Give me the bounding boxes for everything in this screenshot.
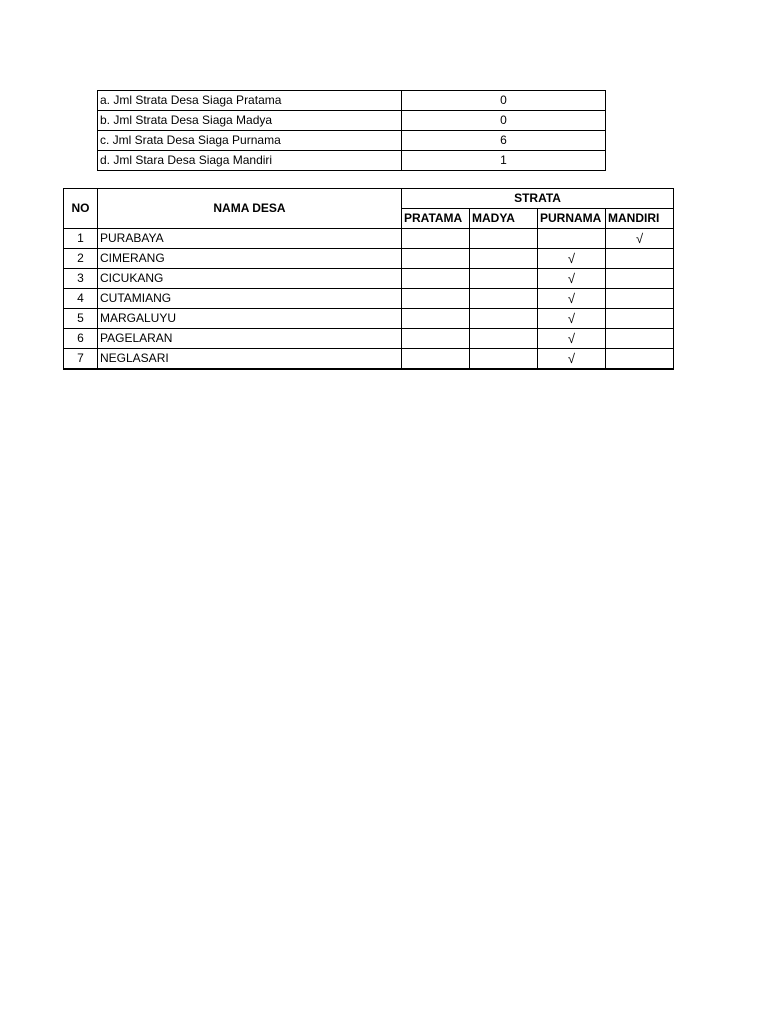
row-nama-desa: MARGALUYU bbox=[98, 309, 402, 329]
header-strata: STRATA bbox=[402, 189, 674, 209]
cell-mandiri: √ bbox=[606, 229, 674, 249]
table-row bbox=[64, 269, 674, 289]
cell-pratama bbox=[402, 309, 470, 329]
row-nama-desa: PAGELARAN bbox=[98, 329, 402, 349]
cell-pratama bbox=[402, 329, 470, 349]
header-no: NO bbox=[64, 189, 98, 229]
summary-label: d. Jml Stara Desa Siaga Mandiri bbox=[98, 151, 402, 171]
row-nama-desa: CICUKANG bbox=[98, 269, 402, 289]
cell-pratama bbox=[402, 289, 470, 309]
row-nama-desa: PURABAYA bbox=[98, 229, 402, 249]
header-nama-desa: NAMA DESA bbox=[98, 189, 402, 229]
cell-mandiri bbox=[606, 329, 674, 349]
row-nama-desa: CIMERANG bbox=[98, 249, 402, 269]
summary-row bbox=[98, 131, 606, 151]
cell-purnama: √ bbox=[538, 349, 606, 370]
cell-mandiri bbox=[606, 289, 674, 309]
cell-purnama: √ bbox=[538, 289, 606, 309]
cell-purnama: √ bbox=[538, 269, 606, 289]
cell-madya bbox=[470, 289, 538, 309]
cell-mandiri bbox=[606, 249, 674, 269]
row-no: 4 bbox=[64, 289, 98, 309]
table-row bbox=[64, 329, 674, 349]
table-row bbox=[64, 289, 674, 309]
row-no: 1 bbox=[64, 229, 98, 249]
header-purnama: PURNAMA bbox=[538, 209, 606, 229]
summary-table bbox=[97, 90, 606, 171]
cell-pratama bbox=[402, 349, 470, 370]
row-no: 3 bbox=[64, 269, 98, 289]
table-row bbox=[64, 349, 674, 370]
header-row bbox=[64, 189, 674, 209]
cell-pratama bbox=[402, 269, 470, 289]
row-nama-desa: NEGLASARI bbox=[98, 349, 402, 370]
summary-label: b. Jml Strata Desa Siaga Madya bbox=[98, 111, 402, 131]
cell-purnama: √ bbox=[538, 309, 606, 329]
summary-label: c. Jml Srata Desa Siaga Purnama bbox=[98, 131, 402, 151]
cell-purnama bbox=[538, 229, 606, 249]
table-row bbox=[64, 309, 674, 329]
summary-value: 0 bbox=[402, 111, 606, 131]
cell-purnama: √ bbox=[538, 329, 606, 349]
header-pratama: PRATAMA bbox=[402, 209, 470, 229]
summary-row bbox=[98, 91, 606, 111]
cell-pratama bbox=[402, 249, 470, 269]
header-mandiri: MANDIRI bbox=[606, 209, 674, 229]
cell-madya bbox=[470, 309, 538, 329]
summary-label: a. Jml Strata Desa Siaga Pratama bbox=[98, 91, 402, 111]
cell-madya bbox=[470, 329, 538, 349]
summary-value: 1 bbox=[402, 151, 606, 171]
cell-madya bbox=[470, 249, 538, 269]
cell-purnama: √ bbox=[538, 249, 606, 269]
cell-madya bbox=[470, 269, 538, 289]
row-no: 6 bbox=[64, 329, 98, 349]
cell-madya bbox=[470, 229, 538, 249]
desa-strata-table bbox=[63, 188, 674, 370]
summary-value: 0 bbox=[402, 91, 606, 111]
table-row bbox=[64, 229, 674, 249]
summary-row bbox=[98, 111, 606, 131]
cell-pratama bbox=[402, 229, 470, 249]
summary-row bbox=[98, 151, 606, 171]
row-nama-desa: CUTAMIANG bbox=[98, 289, 402, 309]
row-no: 5 bbox=[64, 309, 98, 329]
summary-value: 6 bbox=[402, 131, 606, 151]
row-no: 7 bbox=[64, 349, 98, 370]
table-row bbox=[64, 249, 674, 269]
cell-madya bbox=[470, 349, 538, 370]
header-madya: MADYA bbox=[470, 209, 538, 229]
row-no: 2 bbox=[64, 249, 98, 269]
cell-mandiri bbox=[606, 309, 674, 329]
cell-mandiri bbox=[606, 349, 674, 370]
cell-mandiri bbox=[606, 269, 674, 289]
